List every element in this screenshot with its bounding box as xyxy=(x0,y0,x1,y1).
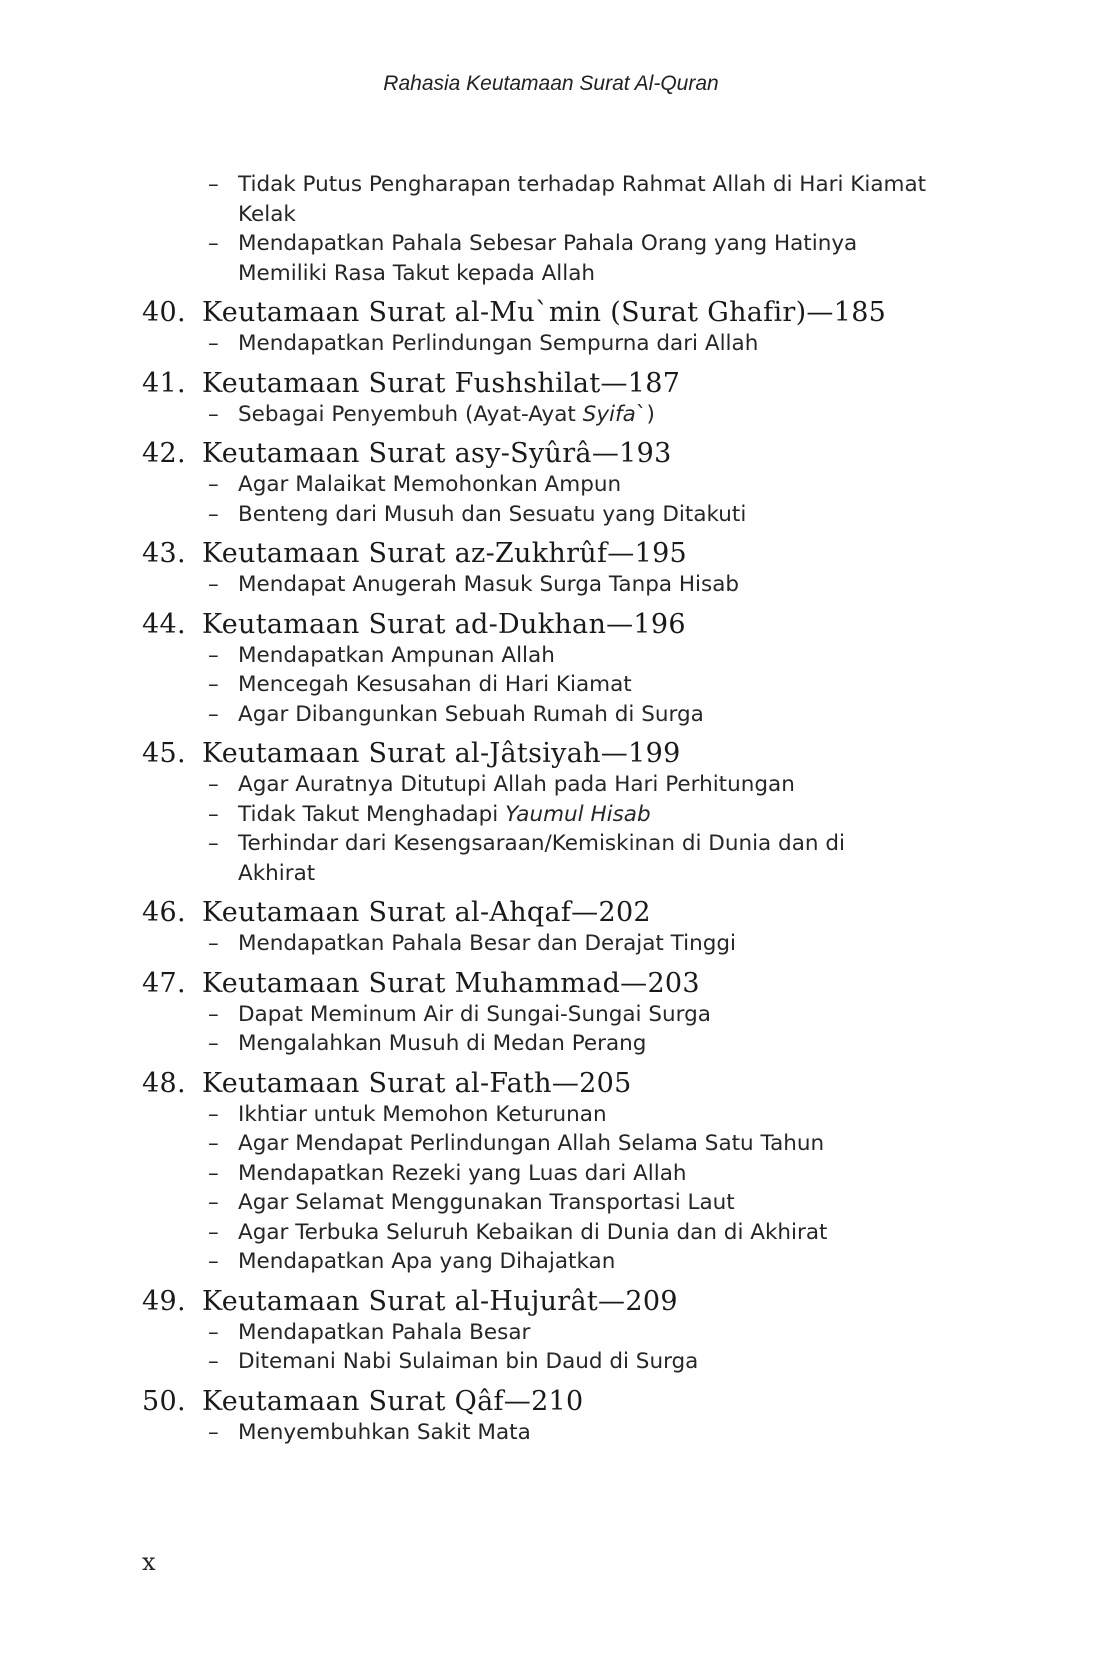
toc-subitem xyxy=(0,800,928,830)
toc-entries xyxy=(0,296,1102,1447)
dash-bullet-icon: – xyxy=(208,701,219,727)
subitem-text: Sebagai Penyembuh (Ayat-Ayat xyxy=(238,401,583,427)
dash-bullet-icon: – xyxy=(208,1249,219,1274)
subitem-text: Agar Dibangunkan Sebuah Rumah di Surga xyxy=(238,701,704,727)
subitem-text: Tidak Takut Menghadapi xyxy=(238,801,506,827)
subitem-text: Agar Auratnya Ditutupi Allah pada Hari Perhitungan xyxy=(238,772,795,797)
entry-title: Keutamaan Surat asy-Syûrâ—193 xyxy=(202,438,672,469)
subitem-text: Agar Malaikat Memohonkan Ampun xyxy=(238,472,622,497)
entry-number: 46. xyxy=(142,897,186,928)
subitem-text: Mendapatkan Pahala Besar dan Derajat Tinggi xyxy=(238,931,737,956)
toc-entry xyxy=(0,967,1102,1059)
subitem-text: Benteng dari Musuh dan Sesuatu yang Ditakuti xyxy=(238,501,747,527)
subitem-text: Mendapat Anugerah Masuk Surga Tanpa Hisab xyxy=(238,572,740,597)
toc-entry xyxy=(0,367,1102,430)
subitem-text: Mendapatkan Pahala Sebesar Pahala Orang yang Hatinya Memiliki Rasa Takut kepada Allah xyxy=(238,231,858,286)
entry-heading xyxy=(0,367,1102,400)
dash-bullet-icon: – xyxy=(208,1001,219,1027)
toc-subitem xyxy=(0,929,928,959)
subitem-italic-term: Yaumul Hisab xyxy=(505,801,651,827)
entry-number: 42. xyxy=(142,438,186,469)
subitem-text: Mengalahkan Musuh di Medan Perang xyxy=(238,1031,647,1056)
entry-heading xyxy=(0,1285,1102,1318)
entry-number: 49. xyxy=(142,1285,186,1317)
entry-title: Keutamaan Surat Fushshilat—187 xyxy=(202,367,681,399)
toc-subitem xyxy=(0,1029,928,1059)
dash-bullet-icon: – xyxy=(208,931,219,956)
entry-number: 47. xyxy=(142,967,186,999)
toc-subitem xyxy=(0,1159,928,1189)
entry-number: 45. xyxy=(142,738,186,769)
entry-heading xyxy=(0,967,1102,1000)
toc-subitem xyxy=(0,1247,928,1277)
entry-title: Keutamaan Surat al-Fath—205 xyxy=(202,1067,632,1099)
dash-bullet-icon: – xyxy=(208,401,219,427)
entry-number: 44. xyxy=(142,608,186,640)
continued-items xyxy=(0,170,1102,288)
dash-bullet-icon: – xyxy=(208,831,219,856)
entry-heading xyxy=(0,608,1102,641)
subitem-text: Mendapatkan Rezeki yang Luas dari Allah xyxy=(238,1160,687,1186)
entry-title: Keutamaan Surat Muhammad—203 xyxy=(202,967,700,999)
subitem-text: Ditemani Nabi Sulaiman bin Daud di Surga xyxy=(238,1349,699,1374)
toc-entry xyxy=(0,1285,1102,1377)
subitem-text-after: `) xyxy=(635,401,655,427)
entry-number: 40. xyxy=(142,297,186,328)
toc-subitem xyxy=(0,670,928,700)
dash-bullet-icon: – xyxy=(208,801,219,827)
toc-entry xyxy=(0,1385,1102,1448)
table-of-contents xyxy=(0,170,1102,1447)
running-title: Rahasia Keutamaan Surat Al-Quran xyxy=(383,72,719,95)
toc-subitem xyxy=(0,170,928,229)
dash-bullet-icon: – xyxy=(208,1160,219,1186)
dash-bullet-icon: – xyxy=(208,1031,219,1056)
dash-bullet-icon: – xyxy=(208,1190,219,1215)
toc-subitem xyxy=(0,1100,928,1130)
toc-subitem xyxy=(0,470,928,500)
toc-subitem xyxy=(0,770,928,800)
entry-heading xyxy=(0,437,1102,470)
entry-number: 41. xyxy=(142,367,186,399)
toc-subitem xyxy=(0,700,928,730)
dash-bullet-icon: – xyxy=(208,572,219,597)
subitem-text: Tidak Putus Pengharapan terhadap Rahmat Allah di Hari Kiamat Kelak xyxy=(238,172,927,227)
toc-entry xyxy=(0,1067,1102,1277)
entry-title: Keutamaan Surat ad-Dukhan—196 xyxy=(202,608,686,640)
entry-number: 50. xyxy=(142,1385,186,1417)
subitem-text: Agar Terbuka Seluruh Kebaikan di Dunia dan di Akhirat xyxy=(238,1219,828,1245)
toc-subitem xyxy=(0,829,928,888)
entry-heading xyxy=(0,1067,1102,1100)
dash-bullet-icon: – xyxy=(208,642,219,668)
toc-entry xyxy=(0,896,1102,959)
dash-bullet-icon: – xyxy=(208,772,219,797)
subitem-text: Mencegah Kesusahan di Hari Kiamat xyxy=(238,672,632,697)
dash-bullet-icon: – xyxy=(208,1349,219,1374)
entry-title: Keutamaan Surat al-Ahqaf—202 xyxy=(202,897,651,928)
toc-entry xyxy=(0,537,1102,600)
toc-subitem xyxy=(0,1318,928,1348)
subitem-text: Mendapatkan Apa yang Dihajatkan xyxy=(238,1249,616,1274)
subitem-text: Mendapatkan Perlindungan Sempurna dari Allah xyxy=(238,331,759,356)
entry-heading xyxy=(0,737,1102,770)
subitem-text: Mendapatkan Ampunan Allah xyxy=(238,642,555,668)
entry-heading xyxy=(0,537,1102,570)
subitem-text: Agar Selamat Menggunakan Transportasi Laut xyxy=(238,1190,735,1215)
dash-bullet-icon: – xyxy=(208,172,219,197)
toc-subitem xyxy=(0,1418,928,1448)
toc-entry xyxy=(0,737,1102,888)
dash-bullet-icon: – xyxy=(208,331,219,356)
subitem-text: Mendapatkan Pahala Besar xyxy=(238,1319,531,1345)
subitem-italic-term: Syifa xyxy=(582,401,636,427)
toc-subitem xyxy=(0,500,928,530)
entry-heading xyxy=(0,896,1102,929)
dash-bullet-icon: – xyxy=(208,1101,219,1127)
dash-bullet-icon: – xyxy=(208,472,219,497)
toc-subitem xyxy=(0,400,928,430)
toc-subitem xyxy=(0,329,928,359)
subitem-text: Dapat Meminum Air di Sungai-Sungai Surga xyxy=(238,1001,711,1027)
dash-bullet-icon: – xyxy=(208,231,219,256)
toc-entry xyxy=(0,608,1102,730)
toc-entry xyxy=(0,437,1102,529)
toc-subitem xyxy=(0,1188,928,1218)
dash-bullet-icon: – xyxy=(208,1419,219,1445)
toc-subitem xyxy=(0,1218,928,1248)
entry-number: 43. xyxy=(142,538,186,569)
entry-number: 48. xyxy=(142,1067,186,1099)
toc-subitem xyxy=(0,1129,928,1159)
dash-bullet-icon: – xyxy=(208,1319,219,1345)
subitem-text: Menyembuhkan Sakit Mata xyxy=(238,1419,531,1445)
entry-title: Keutamaan Surat al-Mu`min (Surat Ghafir)—185 xyxy=(202,297,887,328)
toc-subitem xyxy=(0,1000,928,1030)
subitem-text: Ikhtiar untuk Memohon Keturunan xyxy=(238,1101,607,1127)
entry-title: Keutamaan Surat az-Zukhrûf—195 xyxy=(202,538,688,569)
toc-subitem xyxy=(0,570,928,600)
toc-subitem xyxy=(0,641,928,671)
subitem-text: Terhindar dari Kesengsaraan/Kemiskinan di Dunia dan di Akhirat xyxy=(238,831,845,886)
entry-title: Keutamaan Surat Qâf—210 xyxy=(202,1385,584,1417)
entry-heading xyxy=(0,296,1102,329)
dash-bullet-icon: – xyxy=(208,1219,219,1245)
entry-heading xyxy=(0,1385,1102,1418)
entry-title: Keutamaan Surat al-Hujurât—209 xyxy=(202,1285,678,1317)
subitem-text: Agar Mendapat Perlindungan Allah Selama Satu Tahun xyxy=(238,1131,825,1156)
page-number: x xyxy=(142,1548,156,1576)
toc-subitem xyxy=(0,1347,928,1377)
toc-entry xyxy=(0,296,1102,359)
dash-bullet-icon: – xyxy=(208,1131,219,1156)
entry-title: Keutamaan Surat al-Jâtsiyah—199 xyxy=(202,738,681,769)
dash-bullet-icon: – xyxy=(208,501,219,527)
dash-bullet-icon: – xyxy=(208,672,219,697)
toc-subitem xyxy=(0,229,928,288)
